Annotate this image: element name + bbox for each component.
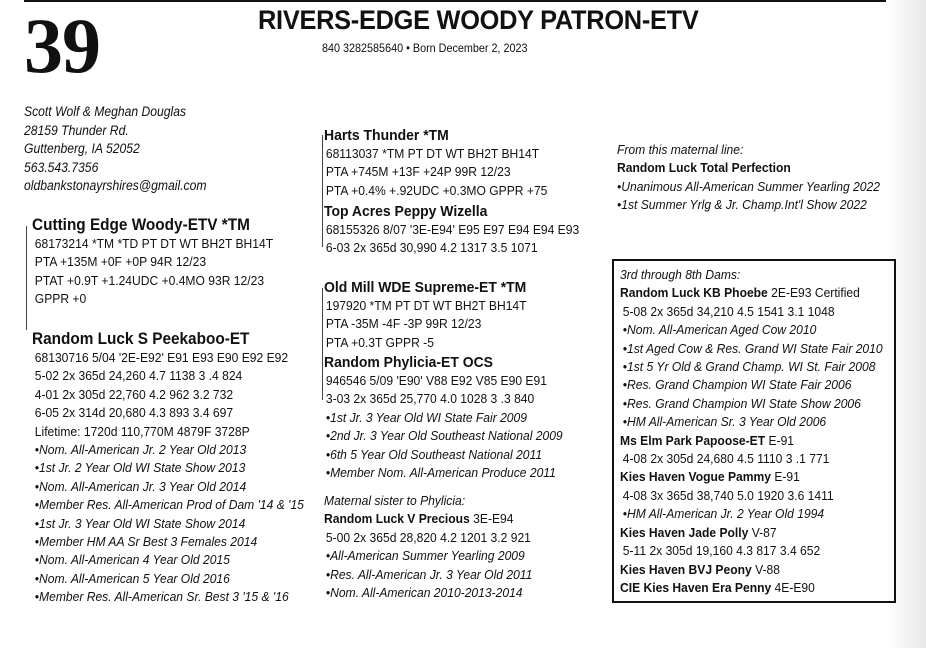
sire-sire-block xyxy=(324,126,547,200)
consignor-name: Scott Wolf & Meghan Douglas xyxy=(24,104,187,119)
dam-record-1: 5-02 2x 365d 24,260 4.7 1138 3 .4 824 xyxy=(34,368,243,384)
dam-sire-pta2: PTA +0.3T GPPR -5 xyxy=(325,334,434,350)
sister-honor: •Nom. All-American 2010-2013-2014 xyxy=(325,585,523,601)
consignor-phone: 563.543.7356 xyxy=(24,159,99,175)
consignor-email[interactable]: oldbankstonayrshires@gmail.com xyxy=(24,178,207,194)
dams-heading: 3rd through 8th Dams: xyxy=(620,267,741,282)
dam-dam-block xyxy=(324,353,563,482)
dams-block xyxy=(620,266,883,597)
dam-record-3: 6-05 2x 314d 20,680 4.3 893 3.4 697 xyxy=(34,405,234,421)
sire-dam-record: 6-03 2x 365d 30,990 4.2 1317 3.5 1071 xyxy=(325,240,538,256)
sister-honor: •Res. All-American Jr. 3 Year Old 2011 xyxy=(325,566,533,582)
dam-honor: •Nom. All-American Jr. 2 Year Old 2013 xyxy=(34,442,247,458)
dam3-honor: •Res. Grand Champion WI State Fair 2006 xyxy=(622,377,852,393)
sire-side-bracket xyxy=(322,135,323,247)
maternal-line-block xyxy=(617,141,880,215)
dam-honor: •1st Jr. 2 Year Old WI State Show 2013 xyxy=(34,460,246,476)
sire-gppr: GPPR +0 xyxy=(34,291,87,307)
dam5-honor: •HM All-American Jr. 2 Year Old 1994 xyxy=(622,506,825,522)
dam-dam-id: 946546 5/09 'E90' V88 E92 V85 E90 E91 xyxy=(325,373,547,388)
dam-name: Random Luck S Peekaboo-ET xyxy=(32,330,250,348)
sire-block xyxy=(32,215,273,309)
sire-dam-block xyxy=(324,202,579,258)
sire-dam-id: 68155326 8/07 '3E-E94' E95 E97 E94 E94 E93 xyxy=(325,222,580,237)
maternal-name: Random Luck Total Perfection xyxy=(617,160,791,176)
sire-id: 68173214 *TM *TD PT DT WT BH2T BH14T xyxy=(34,236,274,251)
dam5-name: Kies Haven Vogue Pammy xyxy=(620,469,771,485)
dam-dam-record: 3-03 2x 365d 25,770 4.0 1028 3 .3 840 xyxy=(325,391,535,407)
lot-number: 39 xyxy=(24,2,100,89)
top-rule xyxy=(24,0,896,2)
sister-record: 5-00 2x 365d 28,820 4.2 1201 3.2 921 xyxy=(325,529,531,545)
dam6-record: 5-11 2x 305d 19,160 4.3 817 3.4 652 xyxy=(622,543,821,559)
dam8-name: CIE Kies Haven Era Penny xyxy=(620,579,772,595)
dam3-record: 5-08 2x 365d 34,210 4.5 1541 3.1 1048 xyxy=(622,303,835,319)
dam7-score: V-88 xyxy=(751,561,780,577)
dam-side-bracket xyxy=(322,288,323,400)
sister-block xyxy=(324,492,532,602)
sister-name: Random Luck V Precious xyxy=(324,511,470,527)
sire-dam-name: Top Acres Peppy Wizella xyxy=(324,203,488,220)
dam3-honor: •Res. Grand Champion WI State Show 2006 xyxy=(622,395,861,411)
sire-sire-id: 68113037 *TM PT DT WT BH2T BH14T xyxy=(325,146,540,161)
sire-sire-pta: PTA +745M +13F +24P 99R 12/23 xyxy=(325,164,511,180)
dam4-record: 4-08 2x 305d 24,680 4.5 1110 3 .1 771 xyxy=(622,451,830,467)
dam3-honor: •HM All-American Sr. 3 Year Old 2006 xyxy=(622,414,827,430)
dam-honor: •Nom. All-American Jr. 3 Year Old 2014 xyxy=(34,478,247,494)
dam4-name: Ms Elm Park Papoose-ET xyxy=(620,432,766,448)
dam-honor: •Nom. All-American 4 Year Old 2015 xyxy=(34,552,230,568)
dam-dam-honor: •2nd Jr. 3 Year Old Southeast National 2009 xyxy=(325,428,563,444)
maternal-honor: •Unanimous All-American Summer Yearling 2022 xyxy=(617,178,880,194)
maternal-honor: •1st Summer Yrlg & Jr. Champ.Int'l Show 2022 xyxy=(617,197,867,213)
dam-honor: •Member HM AA Sr Best 3 Females 2014 xyxy=(34,534,258,550)
dam8-score: 4E-E90 xyxy=(771,579,815,595)
sister-honor: •All-American Summer Yearling 2009 xyxy=(325,548,525,564)
dam-sire-id: 197920 *TM PT DT WT BH2T BH14T xyxy=(325,298,527,313)
dam-sire-pta: PTA -35M -4F -3P 99R 12/23 xyxy=(325,316,482,332)
dam4-score: E-91 xyxy=(765,432,795,448)
sire-sire-name: Harts Thunder *TM xyxy=(324,127,449,144)
dam-dam-honor: •Member Nom. All-American Produce 2011 xyxy=(325,465,556,481)
dam-sire-name: Old Mill WDE Supreme-ET *TM xyxy=(324,279,527,296)
dam5-record: 4-08 3x 365d 38,740 5.0 1920 3.6 1411 xyxy=(622,487,834,503)
dam5-score: E-91 xyxy=(770,469,800,485)
dam-dam-honor: •6th 5 Year Old Southeast National 2011 xyxy=(325,446,543,462)
dam-dam-name: Random Phylicia-ET OCS xyxy=(324,354,493,371)
sister-intro: Maternal sister to Phylicia: xyxy=(324,493,466,508)
dam6-name: Kies Haven Jade Polly xyxy=(620,524,749,540)
dam-sire-block xyxy=(324,278,527,352)
consignor-street: 28159 Thunder Rd. xyxy=(24,122,129,138)
dam-honor: •1st Jr. 3 Year Old WI State Show 2014 xyxy=(34,515,246,531)
consignor-block xyxy=(24,103,207,196)
dam-honor: •Nom. All-American 5 Year Old 2016 xyxy=(34,570,230,586)
dam3-honor: •1st Aged Cow & Res. Grand WI State Fair 2010 xyxy=(622,340,883,356)
dam6-score: V-87 xyxy=(748,524,777,540)
sire-bracket xyxy=(26,226,27,330)
sire-pta: PTA +135M +0F +0P 94R 12/23 xyxy=(34,254,207,270)
consignor-city: Guttenberg, IA 52052 xyxy=(24,141,140,157)
dam-record-2: 4-01 2x 305d 22,760 4.2 962 3.2 732 xyxy=(34,386,234,402)
dam-honor: •Member Res. All-American Prod of Dam '14 & '15 xyxy=(34,497,304,513)
dam3-honor: •Nom. All-American Aged Cow 2010 xyxy=(622,322,817,338)
dam3-name: Random Luck KB Phoebe xyxy=(620,285,768,301)
dam3-score: 2E-E93 Certified xyxy=(767,285,860,301)
dam3-honor: •1st 5 Yr Old & Grand Champ. WI St. Fair 2008 xyxy=(622,359,876,375)
sire-name: Cutting Edge Woody-ETV *TM xyxy=(32,216,250,234)
dam-lifetime: Lifetime: 1720d 110,770M 4879F 3728P xyxy=(34,423,250,439)
maternal-intro: From this maternal line: xyxy=(617,142,744,157)
dam-dam-honor: •1st Jr. 3 Year Old WI State Fair 2009 xyxy=(325,409,527,425)
registration-line: 840 3282585640 • Born December 2, 2023 xyxy=(322,41,528,55)
dam-honor: •Member Res. All-American Sr. Best 3 '15 & '16 xyxy=(34,589,289,605)
sister-score: 3E-E94 xyxy=(469,511,514,527)
animal-name: RIVERS-EDGE WOODY PATRON-ETV xyxy=(258,5,699,35)
sire-sire-pta2: PTA +0.4% +.92UDC +0.3MO GPPR +75 xyxy=(325,182,548,198)
dam-id: 68130716 5/04 '2E-E92' E91 E93 E90 E92 E92 xyxy=(34,350,289,365)
dam7-name: Kies Haven BVJ Peony xyxy=(620,561,752,577)
dam-block xyxy=(32,329,304,607)
sire-ptat: PTAT +0.9T +1.24UDC +0.4MO 93R 12/23 xyxy=(34,272,265,288)
